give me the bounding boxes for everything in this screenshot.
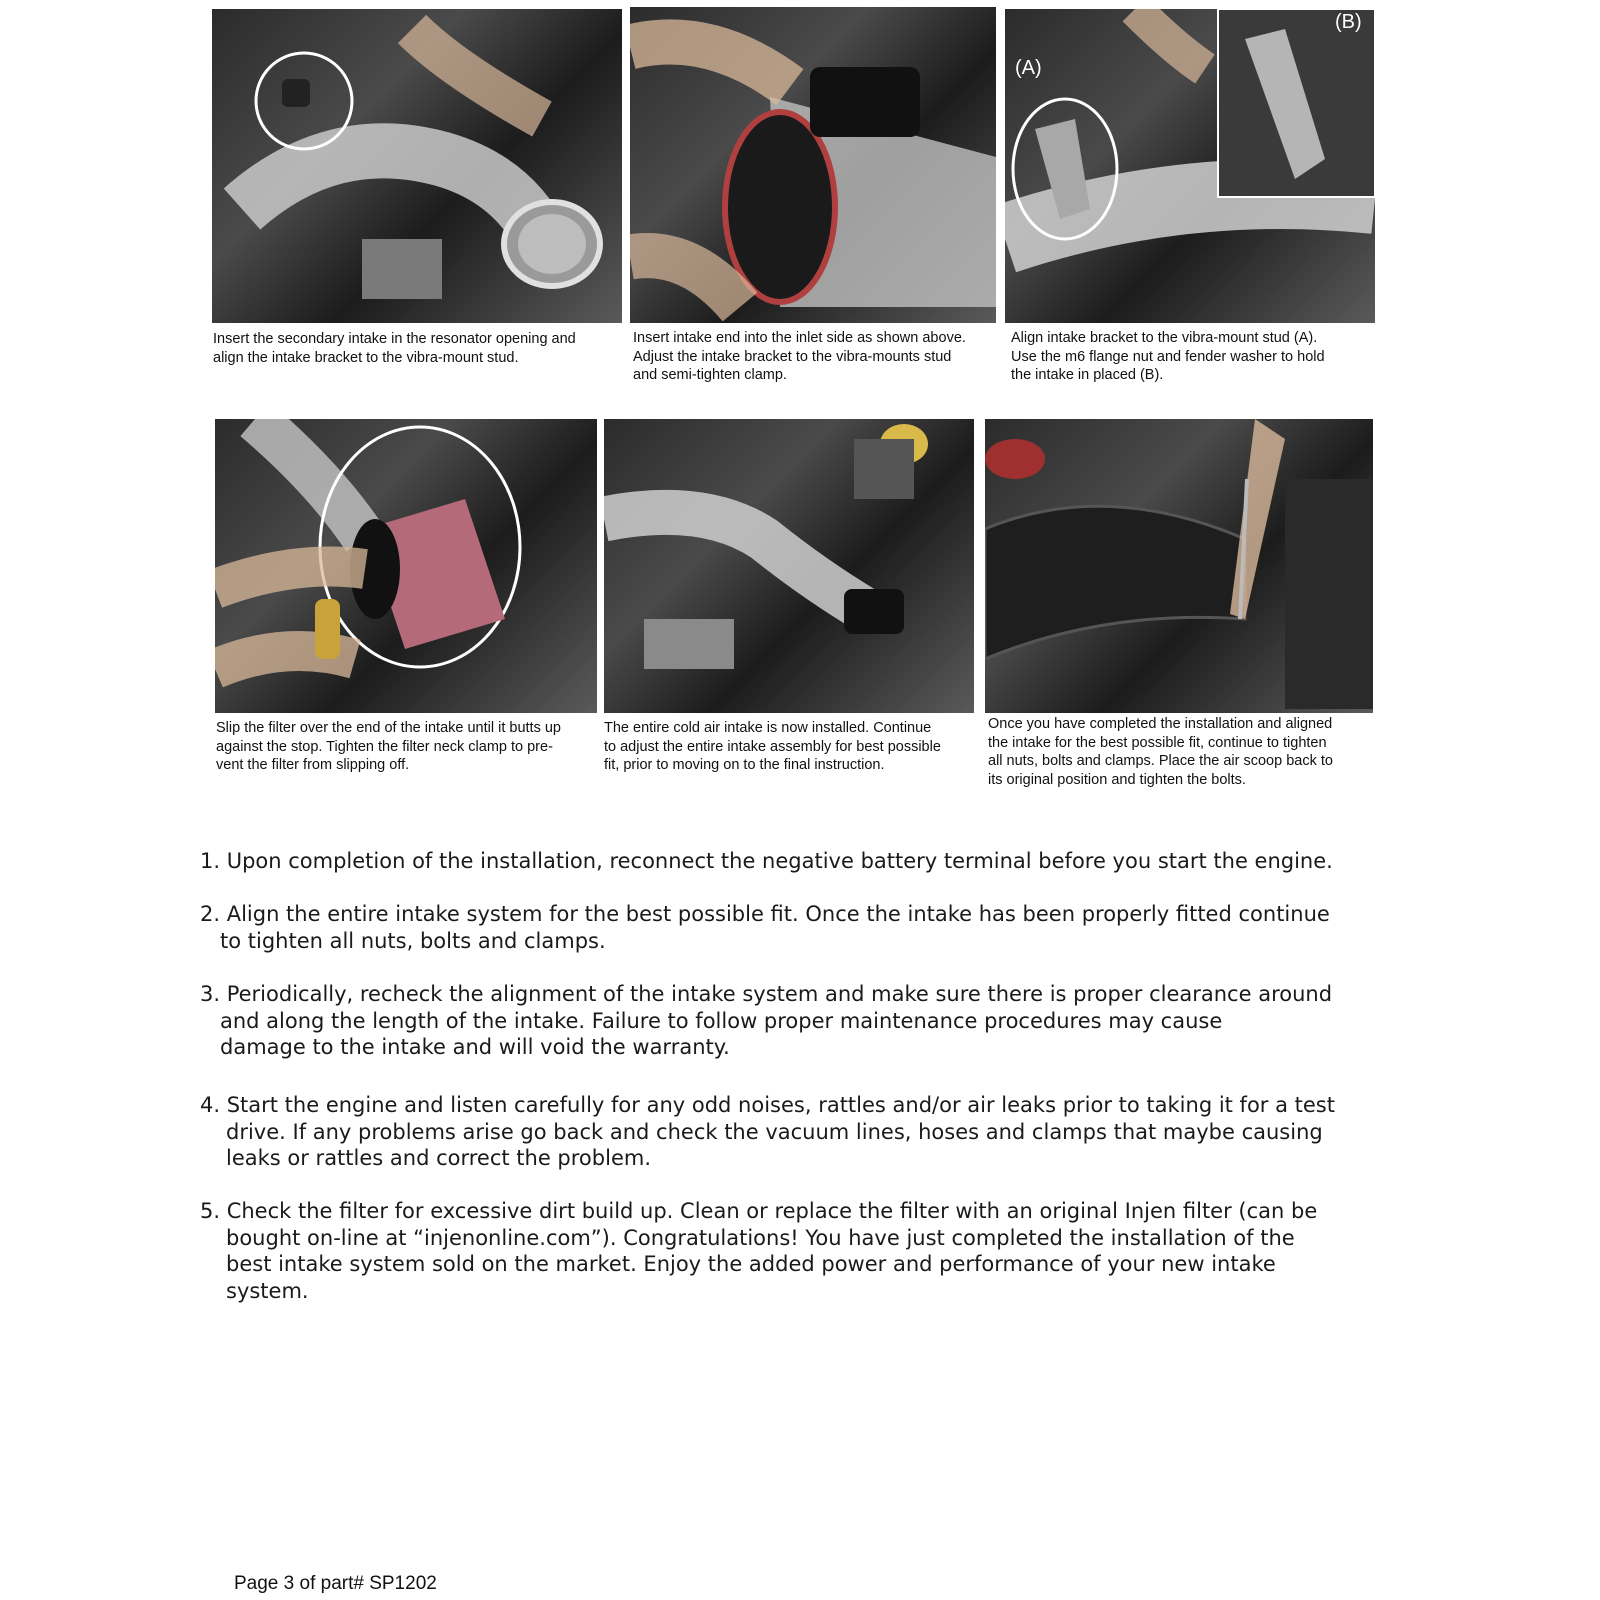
step-2-line-2: to tighten all nuts, bolts and clamps. [220,928,606,953]
step-5 [200,1198,1380,1304]
photo-installed-intake-graphic [604,419,974,713]
step-2-line-1: 2. Align the entire intake system for the best possible fit. Once the intake has been properly fitted continue [200,902,1330,926]
photo-filter-install [215,419,597,713]
step-5-line-4: system. [226,1278,309,1303]
photo-filter-install-graphic [215,419,597,713]
photo-bracket-alignment [1005,9,1375,323]
photo-4-caption: Slip the filter over the end of the intake until it butts up against the stop. Tighten the filter neck clamp to pre- vent the filter from slipping off. [216,720,561,773]
label-b: (B) [1335,11,1362,33]
step-5-line-3: best intake system sold on the market. Enjoy the added power and performance of your new intake [226,1252,1276,1276]
step-1-line-1: 1. Upon completion of the installation, reconnect the negative battery terminal before you start the engine. [200,849,1333,873]
photo-air-scoop [985,419,1373,713]
page-footer: Page 3 of part# SP1202 [234,1573,437,1594]
photo-6-caption: Once you have completed the installation and aligned the intake for the best possible fit, continue to tighten all nuts, bolts and clamps. Place the air scoop back to its original position and tighten the bolts. [988,716,1333,788]
photo-air-scoop-graphic [985,419,1373,713]
step-5-line-1: 5. Check the filter for excessive dirt build up. Clean or replace the filter with an original Injen filter (can be [200,1199,1318,1223]
photo-3-caption: Align intake bracket to the vibra-mount stud (A). Use the m6 flange nut and fender washer to hold the intake in placed (B). [1011,330,1325,383]
step-2 [200,901,1380,954]
step-4-line-3: leaks or rattles and correct the problem. [226,1146,651,1170]
step-3 [200,981,1380,1061]
photo-inlet-side [630,7,996,323]
photo-2-caption: Insert intake end into the inlet side as shown above. Adjust the intake bracket to the vibra-mounts stud and semi-tighten clamp. [633,330,966,383]
photo-installed-intake [604,419,974,713]
step-3-line-1: 3. Periodically, recheck the alignment of the intake system and make sure there is proper clearance around [200,982,1333,1006]
photo-secondary-intake-graphic [212,9,622,323]
step-4 [200,1092,1380,1172]
step-3-line-3: damage to the intake and will void the warranty. [220,1035,730,1059]
step-4-line-2: drive. If any problems arise go back and check the vacuum lines, hoses and clamps that maybe causing [226,1119,1323,1144]
photo-inlet-side-graphic [630,7,996,323]
step-5-line-2: bought on-line at “injenonline.com”). Congratulations! You have just completed the installation of the [226,1225,1295,1250]
photo-1-caption: Insert the secondary intake in the resonator opening and align the intake bracket to the vibra-mount stud. [213,331,576,366]
photo-bracket-alignment-graphic [1005,9,1375,323]
label-a: (A) [1015,57,1042,79]
photo-secondary-intake [212,9,622,323]
step-4-line-1: 4. Start the engine and listen carefully for any odd noises, rattles and/or air leaks prior to taking it for a test [200,1093,1335,1117]
photo-5-caption: The entire cold air intake is now installed. Continue to adjust the entire intake assembly for best possible fit, prior to moving on to the final instruction. [604,720,941,773]
step-3-line-2: and along the length of the intake. Failure to follow proper maintenance procedures may cause [220,1008,1223,1033]
step-1 [200,848,1380,875]
